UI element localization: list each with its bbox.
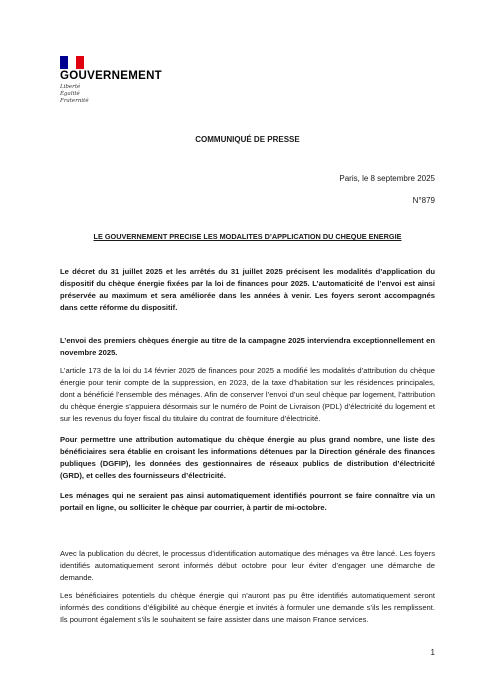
intro-paragraph: Le décret du 31 juillet 2025 et les arrêtés du 31 juillet 2025 précisent les modalités d’application du dispositif du chèque énergie fixées par la loi de finances pour 2025. L’automaticité de l’envoi est ainsi préservée au maximum et sera améliorée dans les années à venir. Les foyers seront accompagnés dans cette réforme du dispositif. — [60, 267, 435, 312]
document-type: COMMUNIQUÉ DE PRESSE — [195, 135, 300, 144]
paragraph-first-checks: L’envoi des premiers chèques énergie au titre de la campagne 2025 interviendra exceptionnellement en novembre 2025. — [60, 336, 435, 357]
motto-liberte: Liberté — [60, 84, 81, 90]
government-label: GOUVERNEMENT — [60, 70, 162, 82]
paragraph-potential-beneficiaries: Les bénéficiaires potentiels du chèque énergie qui n’auront pas pu être identifiés automatiquement seront informés des conditions d’éligibilité au chèque énergie et invités à formuler une demande s’ils les remplissent. Ils pourront également s’ils le souhaitent se faire assister dans une maison France services. — [60, 591, 435, 624]
motto-fraternite: Fraternité — [60, 98, 89, 104]
motto-egalite: Égalité — [60, 91, 80, 97]
date-line: Paris, le 8 septembre 2025 — [339, 174, 435, 183]
paragraph-unidentified-households: Les ménages qui ne seraient pas ainsi automatiquement identifiés pourront se faire connaître via un portail en ligne, ou solliciter le chèque par courrier, à partir de mi-octobre. — [60, 491, 435, 512]
paragraph-identification-process: Avec la publication du décret, le processus d’identification automatique des ménages va être lancé. Les foyers identifiés automatiquement seront informés début octobre pour leur éviter d’engager une démarche de demande. — [60, 549, 435, 582]
paragraph-automatic-attribution: Pour permettre une attribution automatique du chèque énergie au plus grand nombre, une liste des bénéficiaires sera établie en croisant les informations détenues par la Direction générale des finances publiques (DGFIP), les données des gestionnaires de réseaux publics de distribution d’électricité (GRD), et celles des fournisseurs d’électricité. — [60, 435, 435, 480]
republic-motto — [60, 84, 89, 105]
french-flag-logo — [60, 56, 84, 69]
page-number: 1 — [430, 648, 435, 657]
paragraph-article-173: L’article 173 de la loi du 14 février 2025 de finances pour 2025 a modifié les modalités d’attribution du chèque énergie pour tenir compte de la suppression, en 2023, de la taxe d’habitation sur les résidences principales, dont a bénéficié l’ensemble des ménages. Afin de conserver l’envoi d’un seul chèque par logement, l’attribution du chèque énergie s’appuiera désormais sur le numéro de Point de Livraison (PDL) d’électricité du logement et sur les revenus du foyer fiscal du titulaire du contrat de fourniture d’électricité. — [60, 366, 435, 423]
press-release-number: N°879 — [412, 196, 435, 205]
page-title: LE GOUVERNEMENT PRECISE LES MODALITES D’APPLICATION DU CHEQUE ENERGIE — [93, 232, 402, 241]
